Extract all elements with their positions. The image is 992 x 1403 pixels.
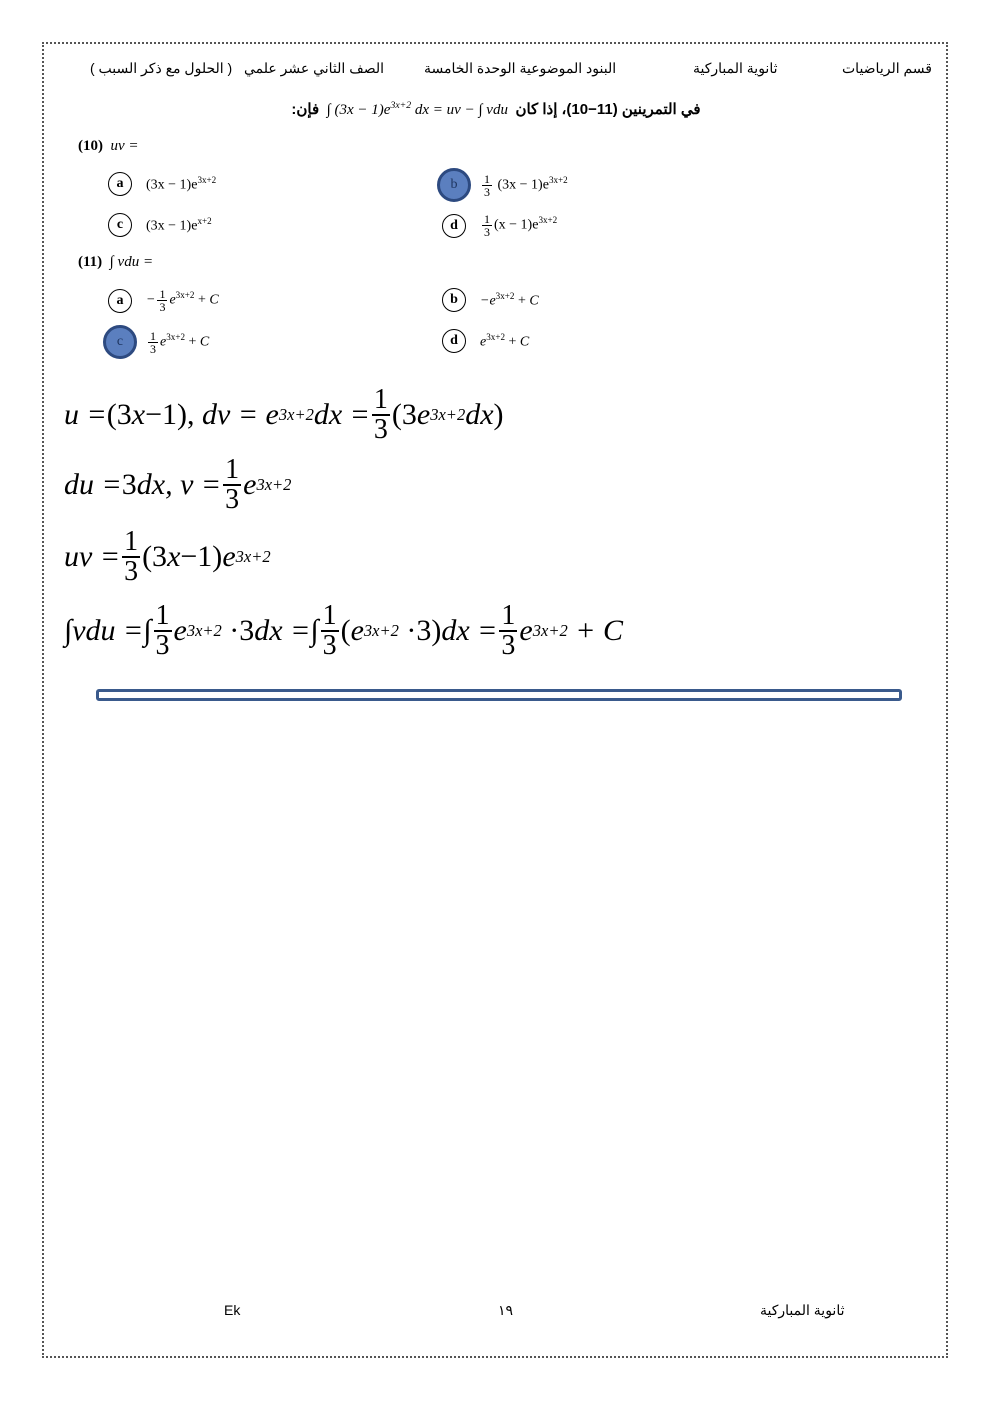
divider-bar <box>96 689 902 701</box>
page-number: ١٩ <box>498 1302 514 1318</box>
q10-option-d[interactable]: d $\frac{1}{3}$ $(x - 1)e^{3x+2}$ <box>442 213 557 238</box>
q10-option-a[interactable]: a $(3x - 1)e^{3x+2}$ <box>108 172 216 196</box>
q11-option-c[interactable]: c $\frac{1}{3}$ $e^{3x+2} + C$ <box>108 325 209 359</box>
intro-line: فإن: ∫ $(3x - 1)e^{3x+2}$ dx = uv − ∫ vdu في التمرينين (11−10)، إذا كان <box>291 100 701 118</box>
solution-line-4: ∫vdu =∫ $\frac{1}{3}$ e 3x+2 ·3 dx =∫ $\frac{1}{3}$ ( e 3x+2 ·3) dx = $\frac{1}{3}$ e 3x+2 + C <box>64 600 623 661</box>
header-school: ثانوية المباركية <box>693 60 778 76</box>
question-11-label: (11) ∫ vdu = <box>78 254 154 270</box>
intro-then: فإن: <box>291 101 320 118</box>
q11-option-b-bubble[interactable]: b <box>442 288 466 312</box>
q11-option-a[interactable]: a − $\frac{1}{3}$ $e^{3x+2} + C$ <box>108 288 219 313</box>
footer-school: ثانوية المباركية <box>760 1302 845 1318</box>
q10-option-d-bubble[interactable]: d <box>442 214 466 238</box>
footer-left: Ek <box>224 1302 241 1318</box>
q10-option-c[interactable]: c $(3x - 1)e^{x+2}$ <box>108 213 212 237</box>
q11-option-c-bubble-selected[interactable]: c <box>103 325 137 359</box>
q10-option-a-bubble[interactable]: a <box>108 172 132 196</box>
header-department: قسم الرياضيات <box>842 60 932 76</box>
q11-option-b[interactable]: b $-e^{3x+2} + C$ <box>442 288 539 312</box>
q10-option-b-bubble-selected[interactable]: b <box>437 168 471 202</box>
q10-option-c-bubble[interactable]: c <box>108 213 132 237</box>
q11-option-d[interactable]: d $e^{3x+2} + C$ <box>442 329 529 353</box>
solution-line-3: uv = $\frac{1}{3}$ (3 x −1) e 3x+2 <box>64 526 271 587</box>
solution-line-2: du = 3 dx, v = $\frac{1}{3}$ e 3x+2 <box>64 454 292 515</box>
header-unit: البنود الموضوعية الوحدة الخامسة <box>424 60 617 76</box>
header-grade: الصف الثاني عشر علمي <box>244 60 384 76</box>
q11-option-d-bubble[interactable]: d <box>442 329 466 353</box>
header-note: ( الحلول مع ذكر السبب ) <box>90 60 233 76</box>
intro-text: في التمرينين (11−10)، إذا كان <box>515 101 701 118</box>
solution-line-1: u = (3 x −1), dv = e 3x+2 dx = $\frac{1}{3}$ (3 e 3x+2 dx ) <box>64 384 504 445</box>
q11-option-a-bubble[interactable]: a <box>108 289 132 313</box>
question-10-label: (10) uv = <box>78 138 139 154</box>
q10-option-b[interactable]: b $\frac{1}{3}$ $(3x - 1)e^{3x+2}$ <box>442 168 568 202</box>
